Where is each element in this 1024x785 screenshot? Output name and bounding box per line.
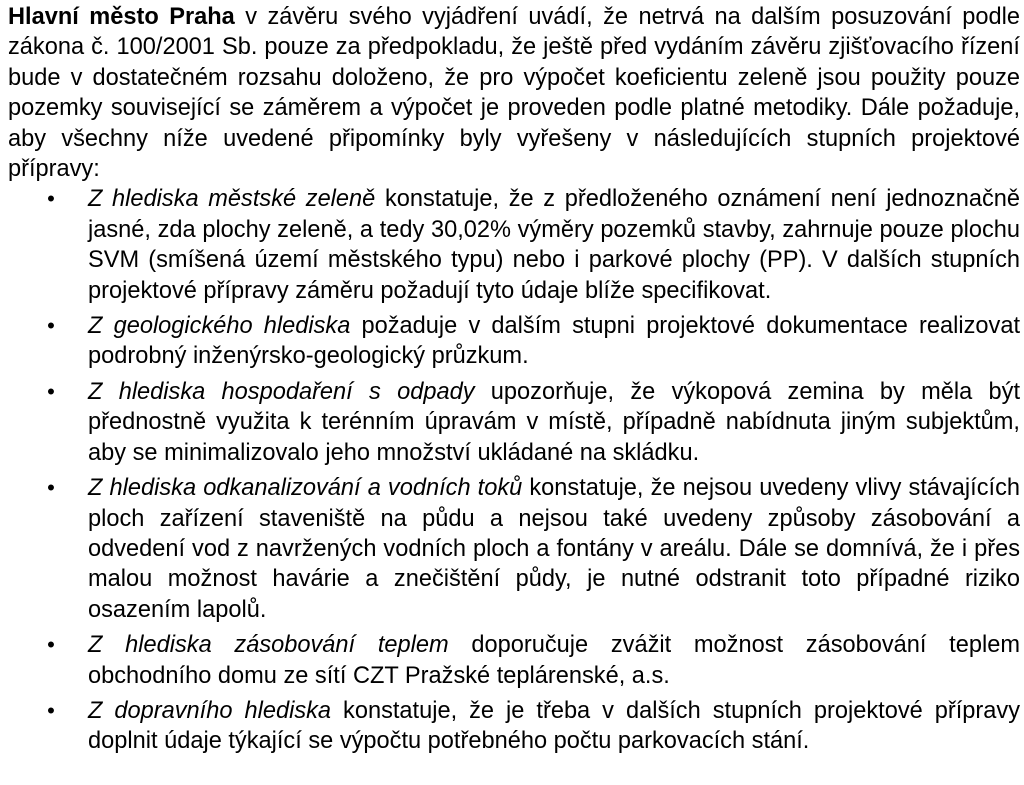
bullet-icon: • [47, 313, 55, 339]
list-item [8, 630, 1020, 691]
bullet-icon: • [47, 697, 55, 723]
item-text: požaduje v dalším stupni projektové dokumentace realizovat podrobný inženýrsko-geologický průzkum. [88, 313, 1021, 370]
item-topic: Z hlediska odkanalizování a vodních toků [88, 475, 523, 502]
remarks-list [8, 184, 1020, 756]
intro-text: v závěru svého vyjádření uvádí, že netrvá na dalším posuzování podle zákona č. 100/2001 Sb. pouze za předpokladu, že ještě před vydáním závěru zjišťovacího řízení bude v dostatečném rozsahu doloženo, že pro výpočet koeficientu zeleně jsou použity pouze pozemky související se záměrem a výpočet je proveden podle platné metodiky. Dále požaduje, aby všechny níže uvedené připomínky byly vyřešeny v následujících stupních projektové přípravy: [8, 4, 1020, 183]
item-topic: Z geologického hlediska [88, 313, 351, 340]
item-text: konstatuje, že je třeba v dalších stupních projektové přípravy doplnit údaje týkající se výpočtu potřebného počtu parkovacích stání. [88, 697, 1020, 755]
intro-subject: Hlavní město Praha [8, 4, 235, 30]
bullet-icon: • [47, 632, 55, 658]
bullet-icon: • [47, 378, 55, 404]
bullet-icon: • [47, 186, 55, 212]
list-item [8, 311, 1020, 372]
list-item [8, 473, 1020, 625]
item-text: doporučuje zvážit možnost zásobování teplem obchodního domu ze sítí CZT Pražské teplárenské, a.s. [88, 632, 1020, 689]
intro-paragraph [8, 2, 1020, 184]
document-page [8, 2, 1020, 762]
list-item [8, 184, 1020, 306]
bullet-icon: • [47, 475, 55, 501]
item-topic: Z hlediska hospodaření s odpady [88, 378, 475, 405]
item-topic: Z hlediska městské zeleně [88, 186, 376, 213]
item-topic: Z dopravního hlediska [88, 697, 332, 724]
item-text: konstatuje, že z předloženého oznámení není jednoznačně jasné, zda plochy zeleně, a tedy 30,02% výměry pozemků stavby, zahrnuje pouze plochu SVM (smíšená území městského typu) nebo i parkové plochy (PP). V dalších stupních projektové přípravy záměru požadují tyto údaje blíže specifikovat. [88, 186, 1020, 304]
list-item [8, 377, 1020, 468]
item-text: upozorňuje, že výkopová zemina by měla být přednostně využita k terénním úpravám v místě, případně nabídnuta jiným subjektům, aby se minimalizovalo jeho množství ukládané na skládku. [88, 378, 1020, 466]
item-topic: Z hlediska zásobování teplem [88, 632, 449, 659]
item-text: konstatuje, že nejsou uvedeny vlivy stávajících ploch zařízení staveniště na půdu a nejsou také uvedeny způsoby zásobování a odvedení vod z navržených vodních ploch a fontány v areálu. Dále se domnívá, že i přes malou možnost havárie a znečištění půdy, je nutné odstranit toto případné riziko osazením lapolů. [88, 475, 1020, 623]
list-item [8, 696, 1020, 757]
